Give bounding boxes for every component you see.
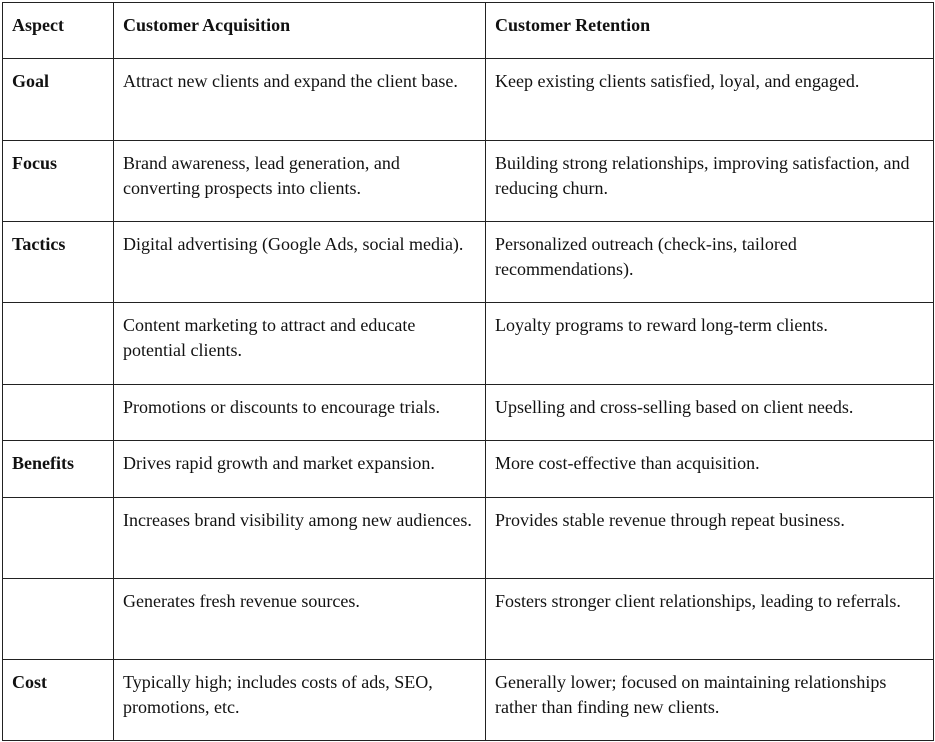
table-row	[3, 498, 934, 579]
comparison-table	[2, 2, 934, 741]
retention-cell: Keep existing clients satisfied, loyal, and engaged.	[486, 59, 934, 141]
retention-cell: Provides stable revenue through repeat business.	[486, 498, 934, 579]
header-retention: Customer Retention	[486, 3, 934, 59]
table-row	[3, 660, 934, 741]
retention-cell: Generally lower; focused on maintaining relationships rather than finding new clients.	[486, 660, 934, 741]
aspect-cell	[3, 303, 114, 385]
aspect-cell	[3, 385, 114, 441]
table-row	[3, 579, 934, 660]
retention-cell: Fosters stronger client relationships, leading to referrals.	[486, 579, 934, 660]
acquisition-cell: Digital advertising (Google Ads, social media).	[114, 222, 486, 303]
aspect-cell: Tactics	[3, 222, 114, 303]
table-row	[3, 141, 934, 222]
aspect-cell: Goal	[3, 59, 114, 141]
aspect-cell	[3, 579, 114, 660]
table-row	[3, 59, 934, 141]
table-row	[3, 222, 934, 303]
acquisition-cell: Brand awareness, lead generation, and converting prospects into clients.	[114, 141, 486, 222]
table-row	[3, 303, 934, 385]
acquisition-cell: Attract new clients and expand the client base.	[114, 59, 486, 141]
table-row	[3, 441, 934, 498]
acquisition-cell: Increases brand visibility among new audiences.	[114, 498, 486, 579]
aspect-cell: Focus	[3, 141, 114, 222]
header-row	[3, 3, 934, 59]
retention-cell: Upselling and cross-selling based on client needs.	[486, 385, 934, 441]
aspect-cell: Cost	[3, 660, 114, 741]
acquisition-cell: Promotions or discounts to encourage trials.	[114, 385, 486, 441]
aspect-cell: Benefits	[3, 441, 114, 498]
acquisition-cell: Content marketing to attract and educate potential clients.	[114, 303, 486, 385]
header-aspect: Aspect	[3, 3, 114, 59]
retention-cell: Loyalty programs to reward long-term clients.	[486, 303, 934, 385]
aspect-cell	[3, 498, 114, 579]
table-row	[3, 385, 934, 441]
retention-cell: Building strong relationships, improving satisfaction, and reducing churn.	[486, 141, 934, 222]
acquisition-cell: Typically high; includes costs of ads, SEO, promotions, etc.	[114, 660, 486, 741]
acquisition-cell: Drives rapid growth and market expansion.	[114, 441, 486, 498]
header-acquisition: Customer Acquisition	[114, 3, 486, 59]
acquisition-cell: Generates fresh revenue sources.	[114, 579, 486, 660]
retention-cell: More cost-effective than acquisition.	[486, 441, 934, 498]
retention-cell: Personalized outreach (check-ins, tailored recommendations).	[486, 222, 934, 303]
